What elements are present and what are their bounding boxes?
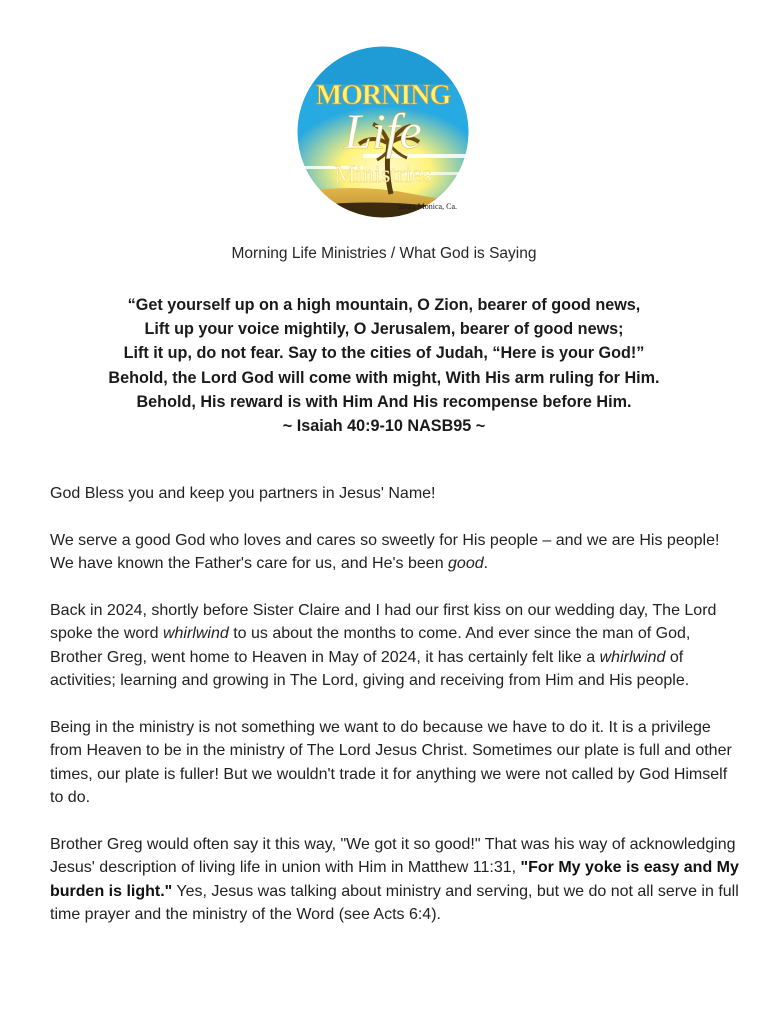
verse-line: Behold, His reward is with Him And His recompense before Him. (136, 392, 632, 411)
morning-life-ministries-logo (293, 44, 473, 226)
bold-scripture-quote: "For My yoke is easy and My burden is light." (50, 859, 739, 900)
text-span: of activities; learning and growing in The Lord, giving and receiving from Him and His people. (50, 648, 690, 690)
emphasis-good: good (448, 555, 484, 573)
emphasis-whirlwind: whirlwind (599, 648, 666, 666)
logo-word-life: Life (344, 103, 422, 159)
paragraph-good-god (50, 529, 740, 576)
page-breadcrumb: Morning Life Ministries / What God is Saying (231, 245, 537, 262)
greeting-paragraph: God Bless you and keep you partners in Jesus' Name! (50, 485, 436, 502)
logo-word-morning: MORNING (315, 80, 451, 111)
text-span: . (483, 555, 489, 573)
text-span: Yes, Jesus was talking about ministry and serving, but we do not all serve in full time prayer and the ministry of the Word (see Acts 6:4). (50, 882, 739, 924)
text-span: We serve a good God who loves and cares so sweetly for His people – and we are His people! We have known the Father's care for us, and He's been (50, 531, 720, 573)
emphasis-whirlwind: whirlwind (162, 625, 229, 643)
verse-line: Lift it up, do not fear. Say to the cities of Judah, “Here is your God!” (123, 344, 645, 363)
scripture-quote (40, 293, 728, 438)
logo-word-ministries: Ministries (334, 162, 432, 188)
logo-graphic (293, 44, 473, 226)
paragraph-brother-greg (50, 833, 740, 927)
text-span: Brother Greg would often say it this way, "We got it so good!" That was his way of acknowledging Jesus' description of living life in union with Him in Matthew 11:31, (50, 836, 736, 877)
paragraph-ministry: Being in the ministry is not something we want to do because we have to do it. It is a privilege from Heaven to be in the ministry of The Lord Jesus Christ. Sometimes our plate is full and other times, our plate is fuller! But we wouldn't trade it for anything we were not called by God Himself to do. (50, 719, 732, 807)
verse-line: Lift up your voice mightily, O Jerusalem, bearer of good news; (144, 320, 624, 339)
verse-line: “Get yourself up on a high mountain, O Zion, bearer of good news, (127, 296, 641, 314)
text-span: Back in 2024, shortly before Sister Claire and I had our first kiss on our wedding day, The Lord spoke the word (50, 602, 717, 643)
letter-body (50, 482, 740, 950)
text-span: to us about the months to come. And ever since the man of God, Brother Greg, went home to Heaven in May of 2024, it has certainly felt like a (50, 625, 691, 666)
paragraph-whirlwind (50, 599, 740, 693)
logo-location: Santa Monica, Ca. (397, 202, 457, 211)
verse-reference: ~ Isaiah 40:9-10 NASB95 ~ (282, 417, 486, 436)
verse-line: Behold, the Lord God will come with might, With His arm ruling for Him. (108, 368, 660, 387)
